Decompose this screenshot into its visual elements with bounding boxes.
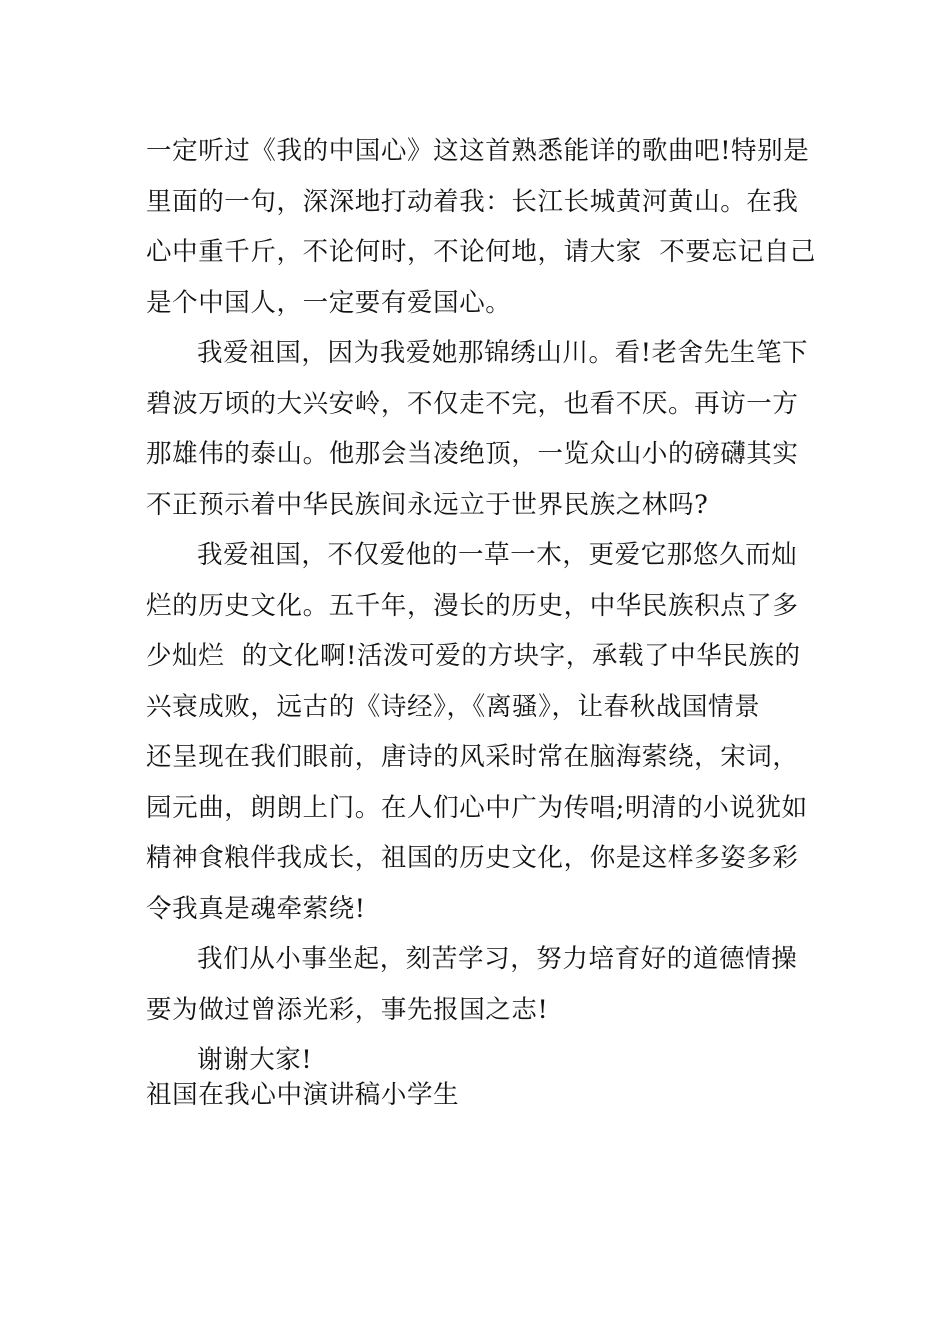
text-line: 令我真是魂牵萦绕!: [146, 893, 366, 924]
text-line: 谢谢大家!: [197, 1045, 313, 1075]
text-line: 碧波万顷的大兴安岭，不仅走不完，也看不厌。再访一方: [146, 388, 799, 419]
text-line: 我爱祖国，因为我爱她那锦绣山川。看!老舍先生笔下: [197, 338, 809, 368]
text-line: 我爱祖国，不仅爱他的一草一木，更爱它那悠久而灿: [197, 540, 798, 570]
speech-body: [146, 126, 816, 1086]
text-line: 园元曲，朗朗上门。在人们心中广为传唱;明清的小说犹如: [146, 792, 808, 823]
text-line: 烂的历史文化。五千年，漫长的历史，中华民族积点了多: [146, 590, 799, 621]
text-line: 心中重千斤，不论何时，不论何地，请大家 不要忘记自己: [146, 237, 816, 267]
text-line: 是个中国人，一定要有爱国心。: [146, 287, 512, 318]
text-line: 少灿烂 的文化啊!活泼可爱的方块字，承载了中华民族的: [146, 641, 801, 671]
text-line: 那雄伟的泰山。他那会当凌绝顶，一览众山小的磅礴其实: [146, 439, 799, 469]
text-line: 兴衰成败，远古的《诗经》，《离骚》，让春秋战国情景: [146, 691, 761, 722]
text-line: 我们从小事坐起，刻苦学习，努力培育好的道德情操: [197, 944, 798, 974]
text-line: 精神食粮伴我成长，祖国的历史文化，你是这样多姿多彩: [146, 843, 799, 873]
text-line: 一定听过《我的中国心》这这首熟悉能详的歌曲吧!特别是: [146, 136, 810, 166]
paragraph-4: [146, 934, 806, 1035]
paragraph-3: [146, 530, 806, 934]
document-title: 祖国在我心中演讲稿小学生: [146, 1080, 460, 1110]
paragraph-2: [146, 328, 809, 530]
paragraph-1: [146, 126, 816, 328]
text-line: 不正预示着中华民族间永远立于世界民族之林吗?: [146, 489, 709, 520]
text-line: 里面的一句，深深地打动着我：长江长城黄河黄山。在我: [146, 186, 799, 217]
text-line: 要为做过曾添光彩，事先报国之志!: [146, 994, 549, 1025]
text-line: 还呈现在我们眼前，唐诗的风采时常在脑海萦绕，宋词，: [146, 742, 799, 772]
